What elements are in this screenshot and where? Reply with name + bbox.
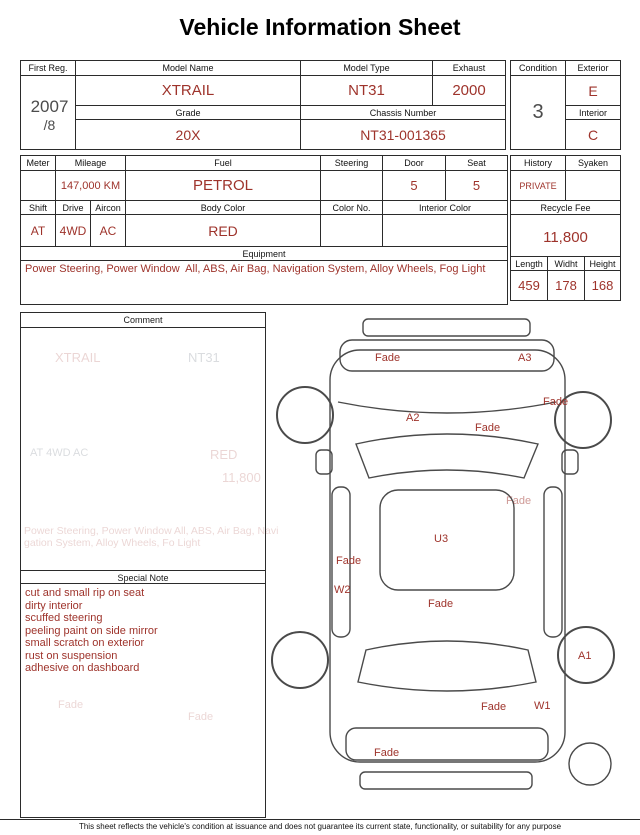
diagram-label: Fade [375,352,401,364]
special-note-line: scuffed steering [25,612,103,624]
ghost-text: AT 4WD AC [30,447,89,459]
color-no-label: Color No. [321,201,383,215]
table-row [21,76,506,106]
first-reg-month: /8 [43,116,56,133]
page-title: Vehicle Information Sheet [179,14,461,40]
diagram-label: A2 [406,412,420,424]
car-outline [272,319,614,789]
exterior-value: E [566,76,621,106]
mileage-value: 147,000 KM [56,171,126,201]
history-value: PRIVATE [511,171,566,201]
diagram-label: Fade [481,701,507,713]
diagram-label: A1 [578,650,592,662]
special-note-line: peeling paint on side mirror [25,624,158,637]
comment-body [21,328,279,570]
fuel-value: PETROL [126,171,321,201]
model-name-label: Model Name [76,61,301,76]
table-row [511,156,621,171]
body-color-value: RED [126,215,321,247]
hood-line [338,402,556,413]
car-body-shape [330,350,565,762]
ghost-text: gation System, Alloy Wheels, Fo Light [24,537,201,549]
door-value: 5 [383,171,446,201]
special-note-line: small scratch on exterior [25,637,145,649]
table-row [21,215,508,247]
condition-value: 3 [511,76,566,150]
front-bar-shape [363,319,530,336]
comment-panel [20,312,279,818]
special-note-header: Special Note [21,570,265,584]
table-row [21,120,506,150]
ghost-text: NT31 [188,350,220,365]
rear-window-shape [358,641,536,691]
car-top-view-drawing [268,312,630,817]
body-color-label: Body Color [126,201,321,215]
drive-value: 4WD [56,215,91,247]
syaken-value [566,171,621,201]
ghost-text: XTRAIL [55,350,101,365]
first-reg-year: 2007 [30,96,69,116]
height-value: 168 [585,271,621,301]
first-reg-label: First Reg. [21,61,76,76]
ghost-text: Fade [58,699,84,711]
steering-value [321,171,383,201]
exterior-label: Exterior [566,61,621,76]
aircon-label: Aircon [91,201,126,215]
table-row [21,106,506,120]
table-row [511,171,621,201]
table-row [511,257,621,271]
special-note-line: dirty interior [25,599,83,612]
table-row [511,76,621,106]
exhaust-label: Exhaust [433,61,506,76]
recycle-fee-value: 11,800 [511,215,621,260]
table-row [511,201,621,215]
model-type-label: Model Type [301,61,433,76]
model-name-value: XTRAIL [76,76,301,106]
ghost-text: 11,800 [222,470,261,485]
diagram-label: Fade [506,495,532,507]
width-value: 178 [548,271,585,301]
steering-label: Steering [321,156,383,171]
meter-label: Meter [21,156,56,171]
special-note-body [21,584,265,816]
exhaust-value: 2000 [433,76,506,106]
diagram-label: Fade [374,747,400,759]
height-label: Height [585,257,621,271]
syaken-label: Syaken [566,156,621,171]
comment-header: Comment [21,313,265,328]
fuel-label: Fuel [126,156,321,171]
mileage-label: Mileage [56,156,126,171]
registration-table [20,60,506,150]
table-row [21,261,508,305]
equipment-label: Equipment [21,247,508,261]
shift-label: Shift [21,201,56,215]
interior-value: C [566,120,621,150]
table-row [21,201,508,215]
table-row [21,61,506,76]
table-row [511,61,621,76]
drive-label: Drive [56,201,91,215]
first-reg-value [21,76,76,150]
seat-label: Seat [446,156,508,171]
dimensions-table [510,256,621,301]
condition-label: Condition [511,61,566,76]
condition-table [510,60,621,150]
rear-bar-shape [360,772,532,789]
car-diagram [268,312,630,817]
chassis-number-label: Chassis Number [301,106,506,120]
diagram-label: Fade [336,555,362,567]
length-value: 459 [511,271,548,301]
grade-value: 20X [76,120,301,150]
special-note-line: rust on suspension [25,649,118,662]
rear-left-wheel [272,632,328,688]
details-table [20,155,508,305]
diagram-label: Fade [543,396,569,408]
diagram-label: Fade [428,598,454,610]
aircon-value: AC [91,215,126,247]
ghost-text: Fade [188,711,214,723]
width-label: Widht [548,257,585,271]
diagram-label: Fade [475,422,501,434]
chassis-number-value: NT31-001365 [301,120,506,150]
interior-label: Interior [566,106,621,120]
table-row [511,271,621,301]
table-row [21,171,508,201]
history-table [510,155,621,260]
seat-value: 5 [446,171,508,201]
ghost-text: Power Steering, Power Window All, ABS, Air Bag, Navi [24,525,279,537]
interior-color-value [383,215,508,247]
grade-label: Grade [76,106,301,120]
table-row [21,156,508,171]
right-door-strip [544,487,562,637]
ghost-text: RED [210,447,238,462]
shift-value: AT [21,215,56,247]
special-note-line: adhesive on dashboard [25,662,140,674]
diagram-label: A3 [518,352,532,364]
diagram-label: W2 [334,584,351,596]
history-label: History [511,156,566,171]
model-type-value: NT31 [301,76,433,106]
door-label: Door [383,156,446,171]
recycle-fee-label: Recycle Fee [511,201,621,215]
spare-wheel [569,743,611,785]
windshield-shape [356,434,538,478]
diagram-label: W1 [534,700,551,712]
footer-disclaimer: This sheet reflects the vehicle's condition at issuance and does not guarantee its current state, functionality, or suitability for any purpose [0,819,640,835]
front-left-wheel [277,387,333,443]
special-note-line: cut and small rip on seat [25,587,145,599]
meter-value [21,171,56,201]
diagram-label: U3 [434,533,449,545]
table-row [511,215,621,260]
length-label: Length [511,257,548,271]
interior-color-label: Interior Color [383,201,508,215]
equipment-value: Power Steering, Power Window All, ABS, Air Bag, Navigation System, Alloy Wheels, Fog Light [21,261,508,305]
table-row [21,247,508,261]
color-no-value [321,215,383,247]
